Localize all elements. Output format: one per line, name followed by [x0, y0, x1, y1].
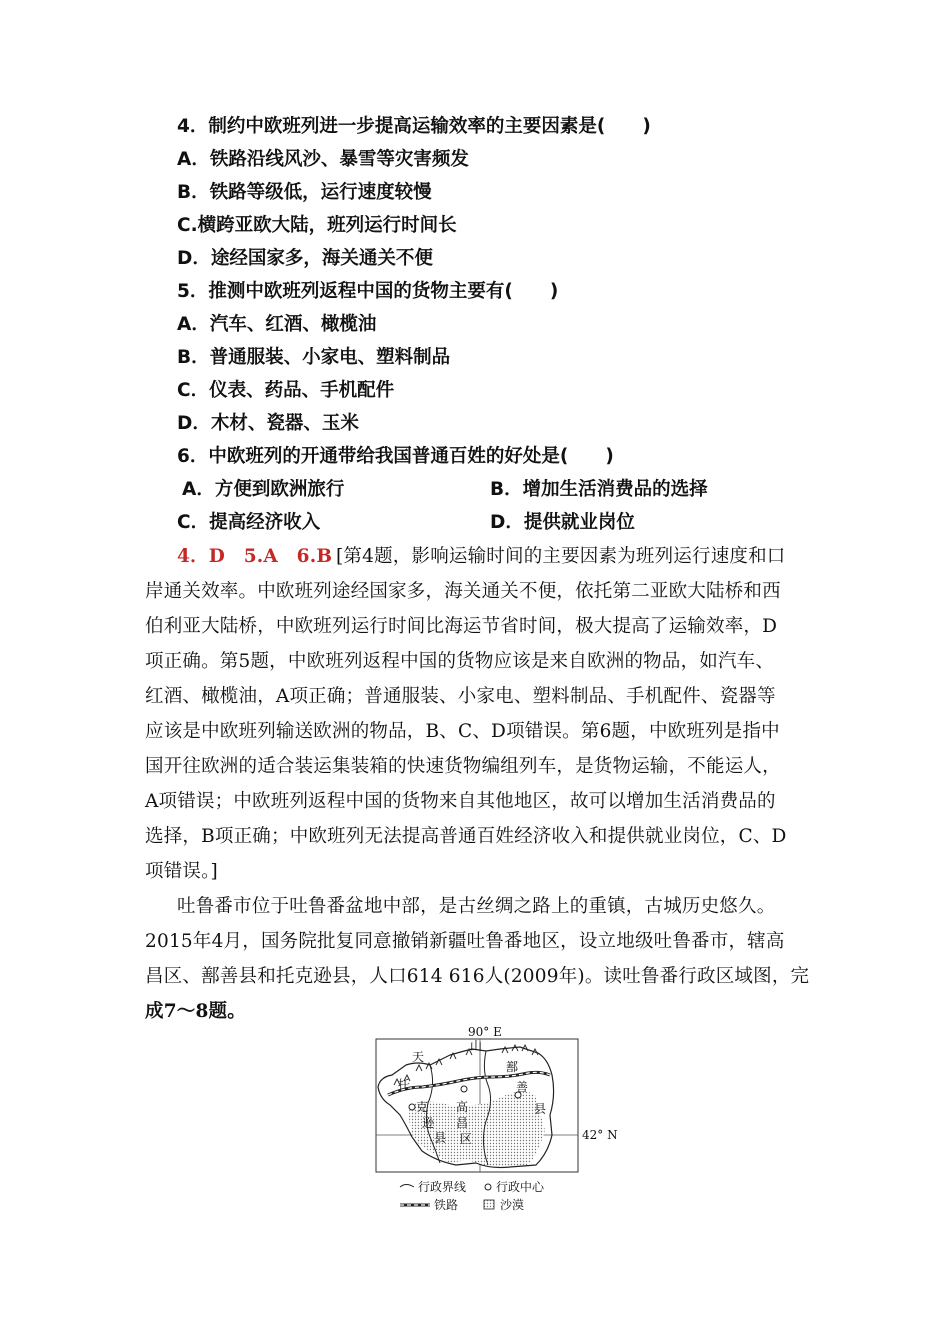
answer-text-2: 岸通关效率。中欧班列途经国家多，海关通关不便，依托第二亚欧大陆桥和西 [145, 581, 781, 602]
legend-center-label: 行政中心 [496, 1180, 545, 1194]
q4-option-b-text: B．铁路等级低，运行速度较慢 [177, 182, 432, 203]
label-gao: 高 [456, 1100, 469, 1114]
turpan-admin-map [360, 1025, 630, 1220]
answer-text-7: 国开往欧洲的适合装运集装箱的快速货物编组列车，是货物运输，不能运人， [145, 756, 781, 777]
answer-text-9: 选择，B项正确；中欧班列无法提高普通百姓经济收入和提供就业岗位，C、D [145, 826, 787, 847]
question-4-stem: 4．制约中欧班列进一步提高运输效率的主要因素是( ) [177, 116, 651, 137]
question-6-stem: 6．中欧班列的开通带给我国普通百姓的好处是( ) [177, 446, 614, 467]
passage-text-1: 吐鲁番市位于吐鲁番盆地中部，是古丝绸之路上的重镇，古城历史悠久。 [177, 896, 776, 917]
q4-option-d-text: D．途经国家多，海关通关不便 [177, 248, 433, 269]
label-qu: 区 [460, 1132, 473, 1146]
label-shan-county-1: 鄯 [506, 1060, 519, 1074]
lon-label: 90° E [468, 1025, 502, 1039]
q4-option-c-text: C.横跨亚欧大陆，班列运行时间长 [177, 215, 457, 236]
passage-text-2: 2015年4月，国务院批复同意撤销新疆吐鲁番地区，设立地级吐鲁番市，辖高 [145, 931, 785, 952]
label-tian: 天 [412, 1050, 425, 1064]
tuokexun-center [409, 1104, 415, 1110]
answer-text-1: [第4题，影响运输时间的主要因素为班列运行速度和口 [336, 546, 786, 567]
label-xun: 逊 [422, 1116, 435, 1130]
map-legend [400, 1179, 545, 1212]
q6-option-a-text: A．方便到欧洲旅行 [182, 479, 345, 500]
legend-desert-icon [484, 1200, 494, 1209]
gaochang-center [461, 1086, 467, 1092]
map-svg [360, 1025, 630, 1220]
q4-option-a-text: A．铁路沿线风沙、暴雪等灾害频发 [177, 149, 469, 170]
label-chang: 昌 [456, 1116, 469, 1130]
legend-center-icon [485, 1184, 491, 1190]
answer-text-3: 伯利亚大陆桥，中欧班列运行时间比海运节省时间，极大提高了运输效率，D [145, 616, 778, 637]
answer-text-6: 应该是中欧班列输送欧洲的物品，B、C、D项错误。第6题，中欧班列是指中 [145, 721, 780, 742]
answer-text-5: 红酒、橄榄油，A项正确；普通服装、小家电、塑料制品、手机配件、瓷器等 [145, 686, 776, 707]
q6-option-b-text: B．增加生活消费品的选择 [490, 479, 708, 500]
q5-option-c-text: C．仪表、药品、手机配件 [177, 380, 395, 401]
answer-text-10: 项错误。] [145, 861, 218, 882]
answer-key: 4．D 5.A 6.B [177, 546, 333, 567]
label-tuo: 托 [398, 1078, 411, 1092]
label-shan: 山 [470, 1039, 483, 1053]
question-5-stem: 5．推测中欧班列返程中国的货物主要有( ) [177, 281, 559, 302]
lat-label: 42° N [582, 1128, 618, 1142]
legend-border-label: 行政界线 [418, 1180, 467, 1194]
legend-border-icon [400, 1185, 414, 1188]
legend-desert-label: 沙漠 [500, 1198, 525, 1212]
q5-option-d-text: D．木材、瓷器、玉米 [177, 413, 359, 434]
passage-text-3: 昌区、鄯善县和托克逊县，人口614 616人(2009年)。读吐鲁番行政区域图，完 [145, 966, 810, 987]
q5-option-a-text: A．汽车、红酒、橄榄油 [177, 314, 377, 335]
q6-option-c-text: C．提高经济收入 [177, 512, 321, 533]
label-shan-county-2: 善 [516, 1080, 529, 1094]
label-ke: 克 [416, 1100, 429, 1114]
label-xian-1: 县 [434, 1131, 447, 1145]
passage-text-4: 成7～8题。 [145, 1001, 246, 1022]
answer-text-8: A项错误；中欧班列返程中国的货物来自其他地区，故可以增加生活消费品的 [145, 791, 776, 812]
legend-rail-label: 铁路 [434, 1198, 459, 1212]
answer-text-4: 项正确。第5题，中欧班列返程中国的货物应该是来自欧洲的物品，如汽车、 [145, 651, 775, 672]
label-xian-2: 县 [534, 1102, 547, 1116]
q5-option-b-text: B．普通服装、小家电、塑料制品 [177, 347, 451, 368]
q6-option-d-text: D．提供就业岗位 [490, 512, 635, 533]
